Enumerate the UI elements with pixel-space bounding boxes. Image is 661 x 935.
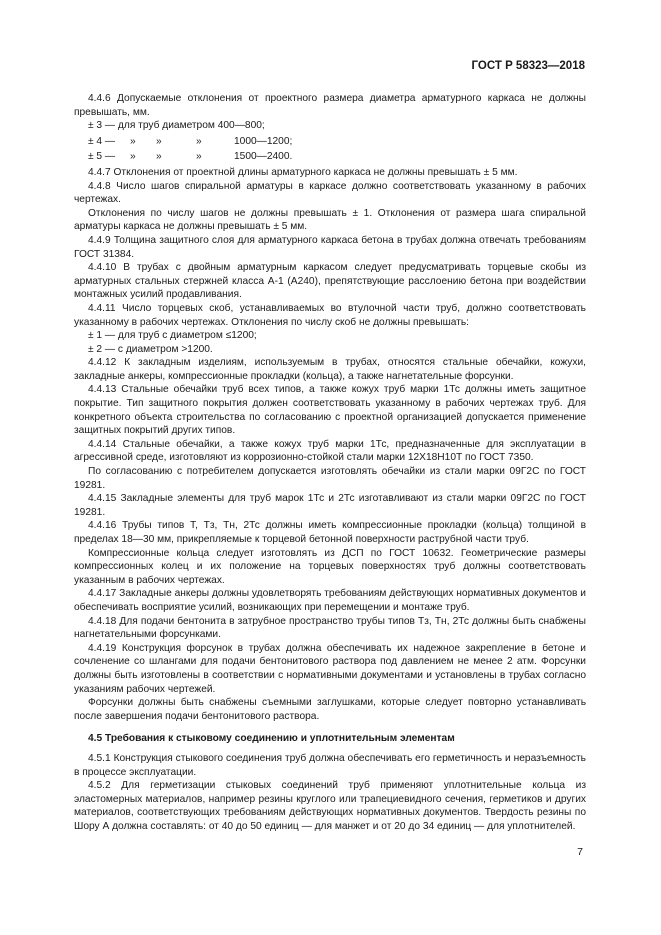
clause-4-4-12: 4.4.12 К закладным изделиям, используемым в трубах, относятся стальные обечайки, кожухи, закладные анкеры, компрессионные прокладки (кольца), а также нагнетательные форсунки.	[74, 357, 586, 382]
clause-4-4-10: 4.4.10 В трубах с двойным арматурным каркасом следует предусматривать торцевые скобы из арматурных стальных стержней класса А-1 (А240), препятствующие расслоению бетона при воздействии монтажных усилий продавливания.	[74, 262, 586, 301]
clause-4-5-1: 4.5.1 Конструкция стыкового соединения труб должна обеспечивать его герметичность и неразъемность в процессе эксплуатации.	[74, 752, 586, 778]
clause-4-4-11: 4.4.11 Число торцевых скоб, устанавливаемых во втулочной части труб, должно соответствовать указанному в рабочих чертежах. Отклонения по числу скоб не должны превышать:	[74, 302, 586, 328]
tolerance-value: ± 5 —	[88, 151, 116, 163]
clause-4-4-11-item: ± 2 — с диаметром >1200.	[88, 343, 213, 355]
clause-4-4-17: 4.4.17 Закладные анкеры должны удовлетворять требованиям действующих нормативных документов и обеспечивать восприятие усилий, возникающих при перемещении и монтаже труб.	[74, 588, 586, 613]
section-heading-4-5: 4.5 Требования к стыковому соединению и уплотнительным элементам	[88, 733, 455, 745]
ditto-mark: »	[130, 151, 136, 163]
ditto-mark: »	[196, 151, 202, 163]
tolerance-row	[88, 135, 586, 149]
clause-4-4-9: 4.4.9 Толщина защитного слоя для арматурного каркаса бетона в трубах должна отвечать требованиям ГОСТ 31384.	[74, 234, 586, 260]
clause-4-4-14: 4.4.14 Стальные обечайки, а также кожух труб марки 1Тс, предназначенные для эксплуатации в агрессивной среде, изготовляют из коррозионно-стойкой стали марки 12Х18Н10Т по ГОСТ 7350.	[74, 438, 586, 464]
ditto-mark: »	[130, 135, 136, 147]
clause-4-4-11-item: ± 1 — для труб с диаметром ≤1200;	[88, 330, 257, 342]
clause-4-5-2: 4.5.2 Для герметизации стыковых соединений труб применяют уплотнительные кольца из эластомерных материалов, например резины круглого или трапециевидного сечения, герметиков и других материалов, соответствующих требованиям действующих нормативных документов. Твердость резины по Шору А должна составлять: от 40 до 50 единиц — для манжет и от 20 до 34 единиц — для уплотнителей.	[74, 780, 586, 832]
tolerance-range: 1000—1200;	[234, 135, 293, 147]
tolerance-range: 1500—2400.	[234, 151, 293, 163]
clause-4-4-18: 4.4.18 Для подачи бентонита в затрубное пространство трубы типов Тз, Тн, 2Тс должны быть снабжены нагнетательными форсунками.	[74, 615, 586, 641]
tolerance-value: ± 4 —	[88, 135, 116, 147]
clause-4-4-7: 4.4.7 Отклонения от проектной длины арматурного каркаса не должны превышать ± 5 мм.	[88, 166, 518, 178]
document-code: ГОСТ Р 58323—2018	[471, 60, 585, 72]
clause-4-4-16-continued: Компрессионные кольца следует изготовлять из ДСП по ГОСТ 10632. Геометрические размеры компрессионных колец и их положение на торцевых поверхностях труб должны соответствовать указанным в рабочих чертежах.	[74, 547, 586, 586]
clause-4-4-19-continued: Форсунки должны быть снабжены съемными заглушками, которые следует повторно устанавливать после завершения подачи бентонитового раствора.	[74, 697, 586, 722]
tolerance-row	[88, 119, 586, 133]
document-body	[74, 92, 586, 833]
clause-4-4-16: 4.4.16 Трубы типов Т, Тз, Тн, 2Тс должны иметь компрессионные прокладки (кольца) толщиной в пределах 18—30 мм, прикрепляемые к торцевой бетонной поверхности раструбной части труб.	[74, 520, 586, 545]
ditto-mark: »	[156, 135, 162, 147]
clause-4-4-15: 4.4.15 Закладные элементы для труб марок 1Тс и 2Тс изготавливают из стали марки 09Г2С по ГОСТ 19281.	[74, 493, 586, 518]
clause-4-4-13: 4.4.13 Стальные обечайки труб всех типов, а также кожух труб марки 1Тс должны иметь защитное покрытие. Тип защитного покрытия должен соответствовать указанному в рабочих чертежах труб. Для конкретного объекта строительства по согласованию с проектной организацией допускается применение защитных покрытий других типов.	[74, 384, 586, 437]
tolerance-row	[88, 150, 586, 164]
ditto-mark: »	[196, 135, 202, 147]
ditto-mark: »	[156, 151, 162, 163]
clause-4-4-6: 4.4.6 Допускаемые отклонения от проектного размера диаметра арматурного каркаса не должны превышать, мм.	[74, 93, 586, 118]
page-number: 7	[577, 846, 583, 858]
clause-4-4-19: 4.4.19 Конструкция форсунок в трубах должна обеспечивать их надежное закрепление в бетоне и сочленение со шлангами для подачи бентонитового раствора под давлением не менее 2 атм. Форсунки должны быть изготовлены в соответствии с нормативными документами и установлены в трубах согласно указаниям рабочих чертежей.	[74, 642, 586, 695]
tolerance-list	[74, 119, 586, 164]
tolerance-text: ± 3 — для труб диаметром 400—800;	[88, 120, 265, 132]
clause-4-4-8-continued: Отклонения по числу шагов не должны превышать ± 1. Отклонения от размера шага спиральной арматуры каркаса не должны превышать ± 5 мм.	[74, 207, 586, 233]
clause-4-4-8: 4.4.8 Число шагов спиральной арматуры в каркасе должно соответствовать указанному в рабочих чертежах.	[74, 180, 586, 206]
clause-4-4-14-continued: По согласованию с потребителем допускается изготовлять обечайки из стали марки 09Г2С по ГОСТ 19281.	[74, 466, 586, 491]
